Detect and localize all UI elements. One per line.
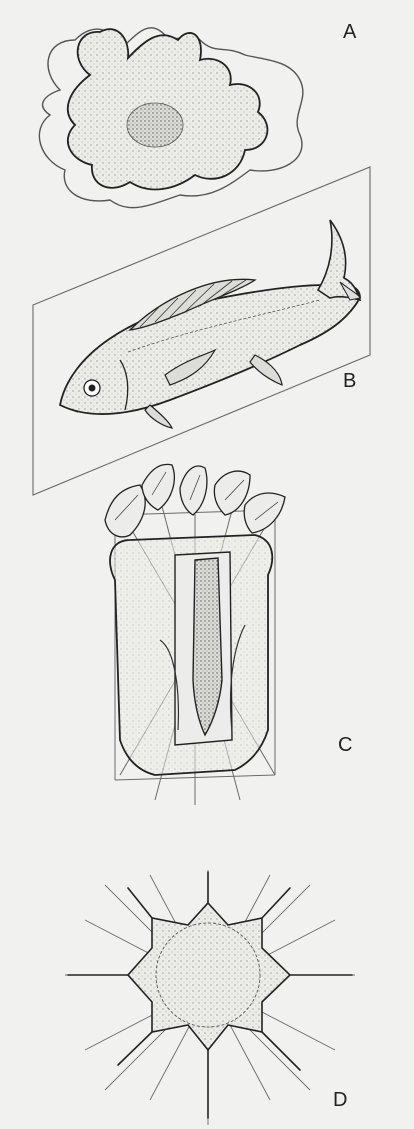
fish-body [60,284,360,414]
amoeba-nucleus [127,103,183,147]
panel-d-radiolarian [65,870,355,1125]
panel-label-b: B [343,370,357,392]
fish-tail [318,220,360,300]
panel-label-c: C [338,734,353,756]
panel-label-d: D [333,1089,348,1111]
panel-b-fish [33,167,370,495]
panel-c-anemone [105,464,285,805]
fish-pupil [89,385,96,392]
panel-a-amoeba [39,28,303,208]
radiolarian-body [128,903,290,1050]
panel-label-a: A [343,21,357,43]
fish-ventral-fin [145,405,172,428]
